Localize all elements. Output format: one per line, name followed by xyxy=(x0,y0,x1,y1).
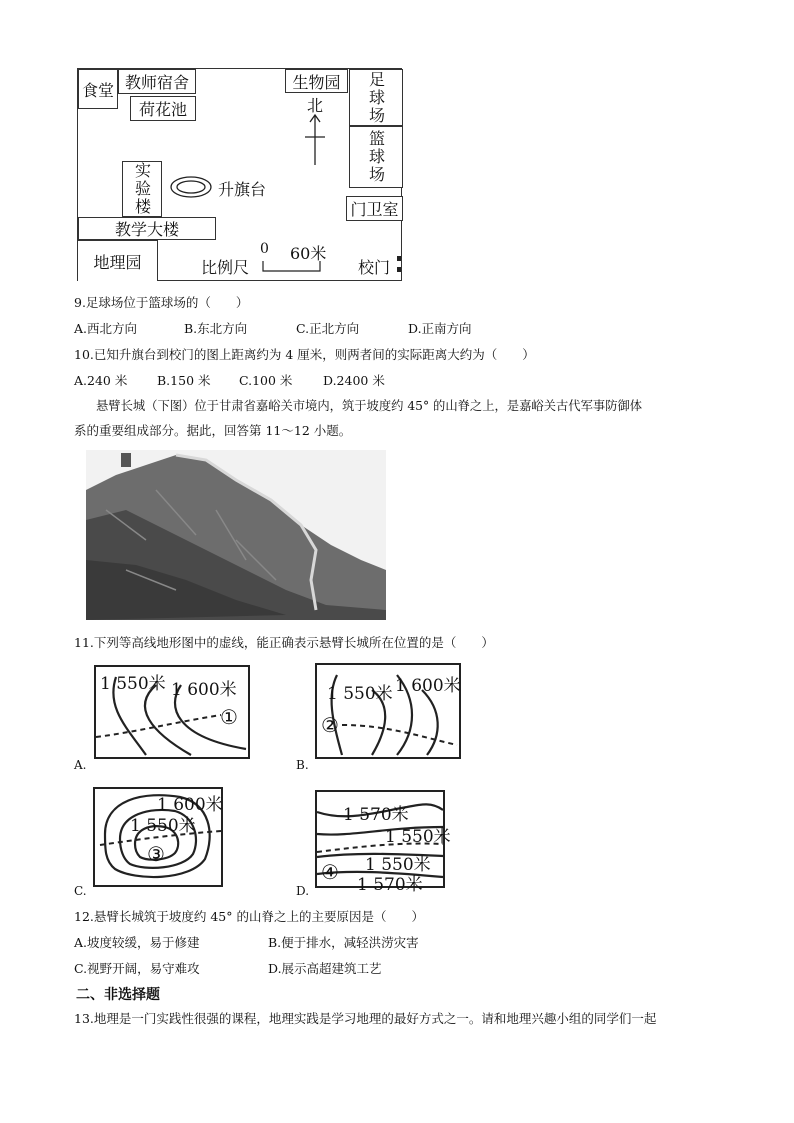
map-basketball-court: 篮球场 xyxy=(349,126,403,188)
map-canteen: 食堂 xyxy=(78,69,118,109)
q12-option-c: C.视野开阔，易守难攻 xyxy=(74,961,200,976)
contour-a-marker: ① xyxy=(220,705,238,729)
map-lotus-pond: 荷花池 xyxy=(130,96,196,121)
contour-b-label-1: 1 550米 xyxy=(327,684,393,704)
gate-icon xyxy=(395,255,403,275)
q11-stem: 11.下列等高线地形图中的虚线，能正确表示悬臂长城所在位置的是（ ） xyxy=(74,635,494,650)
map-teaching-building: 教学大楼 xyxy=(78,217,216,240)
q12-stem: 12.悬臂长城筑于坡度约 45° 的山脊之上的主要原因是（ ） xyxy=(74,909,424,924)
q12-option-b: B.便于排水，减轻洪涝灾害 xyxy=(268,935,419,950)
section-2-title: 二、非选择题 xyxy=(76,987,160,1003)
q9-option-b: B.东北方向 xyxy=(184,321,248,336)
q9-option-c: C.正北方向 xyxy=(296,321,360,336)
contour-d-marker: ④ xyxy=(321,860,339,884)
contour-c-letter: C. xyxy=(74,884,87,898)
map-teacher-dorm: 教师宿舍 xyxy=(118,69,196,94)
scale-bar xyxy=(262,259,322,273)
contour-c-marker: ③ xyxy=(147,842,165,866)
contour-map-b xyxy=(315,663,461,759)
contour-b-marker: ② xyxy=(321,713,339,737)
contour-d-label-2: 1 550米 xyxy=(385,827,451,847)
contour-b-letter: B. xyxy=(296,758,309,772)
scale-label: 比例尺 xyxy=(201,258,250,277)
contour-c-label-2: 1 550米 xyxy=(130,816,196,836)
q10-option-a: A.240 米 xyxy=(74,373,128,388)
contour-d-letter: D. xyxy=(296,884,310,898)
map-football-field: 足球场 xyxy=(349,69,403,126)
contour-a-label-1: 1 550米 xyxy=(100,674,166,694)
north-label: 北 xyxy=(307,96,324,115)
map-lab-building: 实验楼 xyxy=(122,161,162,217)
contour-d-label-1: 1 570米 xyxy=(343,805,409,825)
q9-stem: 9.足球场位于篮球场的（ ） xyxy=(74,295,249,310)
map-geography-garden: 地理园 xyxy=(78,240,158,281)
q13-stem: 13.地理是一门实践性很强的课程，地理实践是学习地理的最好方式之一。请和地理兴趣小组的同学们一起 xyxy=(74,1011,657,1026)
q9-option-d: D.正南方向 xyxy=(408,321,472,336)
north-arrow-icon xyxy=(300,113,330,167)
map-school-gate: 校门 xyxy=(358,258,391,277)
map-flag-platform: 升旗台 xyxy=(218,180,267,199)
q10-option-d: D.2400 米 xyxy=(323,373,385,388)
q12-option-a: A.坡度较缓，易于修建 xyxy=(74,935,200,950)
scale-value: 60米 xyxy=(290,244,327,263)
contour-a-letter: A. xyxy=(74,758,87,772)
q10-option-c: C.100 米 xyxy=(239,373,293,388)
contour-d-label-4: 1 570米 xyxy=(357,875,423,895)
flag-platform-icon xyxy=(168,174,214,200)
passage-line-2: 系的重要组成部分。据此，回答第 11～12 小题。 xyxy=(74,423,352,438)
q10-option-b: B.150 米 xyxy=(157,373,211,388)
map-guard-room: 门卫室 xyxy=(346,196,403,221)
contour-map-a xyxy=(94,665,250,759)
campus-map xyxy=(77,68,402,281)
passage-line-1: 悬臂长城（下图）位于甘肃省嘉峪关市境内，筑于坡度约 45° 的山脊之上，是嘉峪关古代军事防御体 xyxy=(96,399,643,413)
map-biology-garden: 生物园 xyxy=(285,69,348,93)
contour-map-c xyxy=(93,787,223,887)
contour-c-label-1: 1 600米 xyxy=(157,795,223,815)
q10-stem: 10.已知升旗台到校门的图上距离约为 4 厘米，则两者间的实际距离大约为（ ） xyxy=(74,347,535,362)
contour-a-label-2: 1 600米 xyxy=(171,680,237,700)
contour-map-d xyxy=(315,790,451,895)
q12-option-d: D.展示高超建筑工艺 xyxy=(268,961,382,976)
contour-d-label-3: 1 550米 xyxy=(365,855,431,875)
contour-b-label-2: 1 600米 xyxy=(395,676,461,696)
scale-zero: 0 xyxy=(260,241,269,257)
q9-option-a: A.西北方向 xyxy=(74,321,138,336)
great-wall-photo xyxy=(86,450,386,620)
